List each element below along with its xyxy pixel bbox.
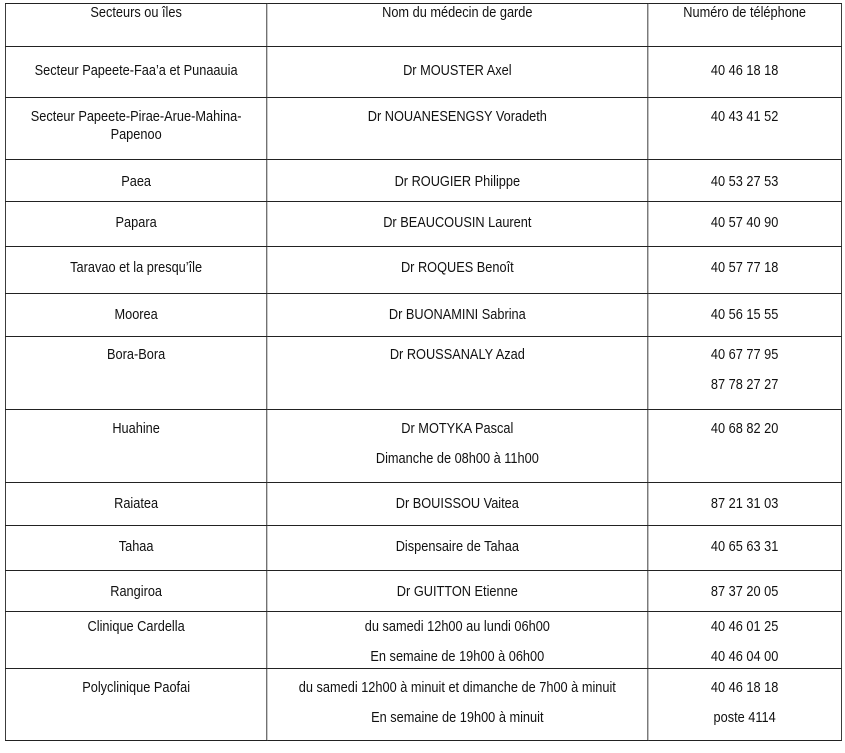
table-row xyxy=(5,98,841,160)
phone-line: 40 65 63 31 xyxy=(710,539,779,555)
sector-cell xyxy=(5,337,266,410)
phone-cell xyxy=(648,483,842,526)
on-call-doctors-table xyxy=(5,3,842,741)
doctor-line: Dr NOUANESENGSY Voradeth xyxy=(367,109,547,125)
phone-line: 40 57 40 90 xyxy=(710,215,779,231)
header-doctor: Nom du médecin de garde xyxy=(267,4,648,47)
table-row xyxy=(5,410,841,483)
table-row xyxy=(5,526,841,571)
sector-line: Papenoo xyxy=(110,127,162,143)
sector-line: Papara xyxy=(115,215,157,231)
doctor-line: Dr BUONAMINI Sabrina xyxy=(388,307,526,323)
phone-line: poste 4114 xyxy=(713,710,776,726)
sector-line: Moorea xyxy=(114,307,158,323)
phone-line: 40 46 18 18 xyxy=(710,680,779,696)
phone-line: 87 21 31 03 xyxy=(710,496,779,512)
doctor-cell xyxy=(267,571,648,612)
table-row xyxy=(5,669,841,741)
phone-line: 40 56 15 55 xyxy=(710,307,779,323)
sector-line: Tahaa xyxy=(118,539,154,555)
phone-cell xyxy=(648,669,842,741)
sector-line: Clinique Cardella xyxy=(87,619,185,635)
sector-line: Taravao et la presqu’île xyxy=(70,260,203,276)
sector-cell xyxy=(5,160,266,202)
phone-cell xyxy=(648,47,842,98)
phone-cell xyxy=(648,247,842,294)
phone-line: 87 78 27 27 xyxy=(710,377,779,393)
table-row xyxy=(5,483,841,526)
phone-line: 40 43 41 52 xyxy=(710,109,779,125)
phone-cell xyxy=(648,202,842,247)
phone-line: 40 46 01 25 xyxy=(710,619,779,635)
doctor-cell xyxy=(267,47,648,98)
doctor-cell xyxy=(267,98,648,160)
doctor-line: Dimanche de 08h00 à 11h00 xyxy=(375,451,539,467)
table-row xyxy=(5,202,841,247)
phone-cell xyxy=(648,160,842,202)
phone-line: 40 53 27 53 xyxy=(710,174,779,190)
doctor-cell xyxy=(267,410,648,483)
phone-line: 40 67 77 95 xyxy=(710,347,779,363)
doctor-cell xyxy=(267,669,648,741)
sector-line: Rangiroa xyxy=(110,584,163,600)
doctor-cell xyxy=(267,612,648,669)
phone-cell xyxy=(648,98,842,160)
doctor-line: Dr MOUSTER Axel xyxy=(403,63,512,79)
sector-cell xyxy=(5,47,266,98)
doctor-line: Dr BOUISSOU Vaitea xyxy=(395,496,519,512)
sector-line: Bora-Bora xyxy=(107,347,166,363)
doctor-line: Dr MOTYKA Pascal xyxy=(401,421,514,437)
sector-line: Raiatea xyxy=(114,496,159,512)
sector-line: Paea xyxy=(121,174,152,190)
table-row xyxy=(5,247,841,294)
doctor-line: Dr ROUSSANALY Azad xyxy=(389,347,525,363)
doctor-line: Dr GUITTON Etienne xyxy=(396,584,518,600)
phone-cell xyxy=(648,294,842,337)
doctor-line: du samedi 12h00 au lundi 06h00 xyxy=(364,619,550,635)
table-row xyxy=(5,47,841,98)
doctor-line: du samedi 12h00 à minuit et dimanche de 7h00 à minuit xyxy=(298,680,616,696)
sector-cell xyxy=(5,526,266,571)
phone-cell xyxy=(648,612,842,669)
sector-cell xyxy=(5,202,266,247)
sector-cell xyxy=(5,410,266,483)
phone-cell xyxy=(648,526,842,571)
phone-line: 40 68 82 20 xyxy=(710,421,779,437)
table-row xyxy=(5,294,841,337)
sector-cell xyxy=(5,294,266,337)
header-phone: Numéro de téléphone xyxy=(648,4,842,47)
doctor-line: Dispensaire de Tahaa xyxy=(395,539,519,555)
doctor-cell xyxy=(267,160,648,202)
phone-cell xyxy=(648,571,842,612)
phone-cell xyxy=(648,337,842,410)
sector-cell xyxy=(5,669,266,741)
doctor-cell xyxy=(267,247,648,294)
phone-line: 87 37 20 05 xyxy=(710,584,779,600)
doctor-line: En semaine de 19h00 à minuit xyxy=(371,710,544,726)
table-row xyxy=(5,160,841,202)
header-sector: Secteurs ou îles xyxy=(5,4,266,47)
sector-cell xyxy=(5,483,266,526)
sector-line: Huahine xyxy=(112,421,160,437)
header-row xyxy=(5,4,841,47)
doctor-line: Dr ROUGIER Philippe xyxy=(394,174,521,190)
doctor-cell xyxy=(267,337,648,410)
phone-line: 40 46 18 18 xyxy=(710,63,779,79)
phone-cell xyxy=(648,410,842,483)
doctor-cell xyxy=(267,526,648,571)
doctor-cell xyxy=(267,483,648,526)
sector-cell xyxy=(5,571,266,612)
sector-line: Secteur Papeete-Pirae-Arue-Mahina- xyxy=(30,109,242,125)
table-row xyxy=(5,571,841,612)
table-row xyxy=(5,337,841,410)
sector-line: Secteur Papeete-Faa’a et Punaauia xyxy=(34,63,238,79)
sector-cell xyxy=(5,98,266,160)
sector-cell xyxy=(5,612,266,669)
phone-line: 40 57 77 18 xyxy=(710,260,779,276)
doctor-cell xyxy=(267,202,648,247)
doctor-cell xyxy=(267,294,648,337)
doctor-line: Dr ROQUES Benoît xyxy=(400,260,514,276)
sector-cell xyxy=(5,247,266,294)
doctor-line: En semaine de 19h00 à 06h00 xyxy=(370,649,545,665)
table-row xyxy=(5,612,841,669)
sector-line: Polyclinique Paofai xyxy=(82,680,191,696)
doctor-line: Dr BEAUCOUSIN Laurent xyxy=(383,215,532,231)
phone-line: 40 46 04 00 xyxy=(710,649,779,665)
